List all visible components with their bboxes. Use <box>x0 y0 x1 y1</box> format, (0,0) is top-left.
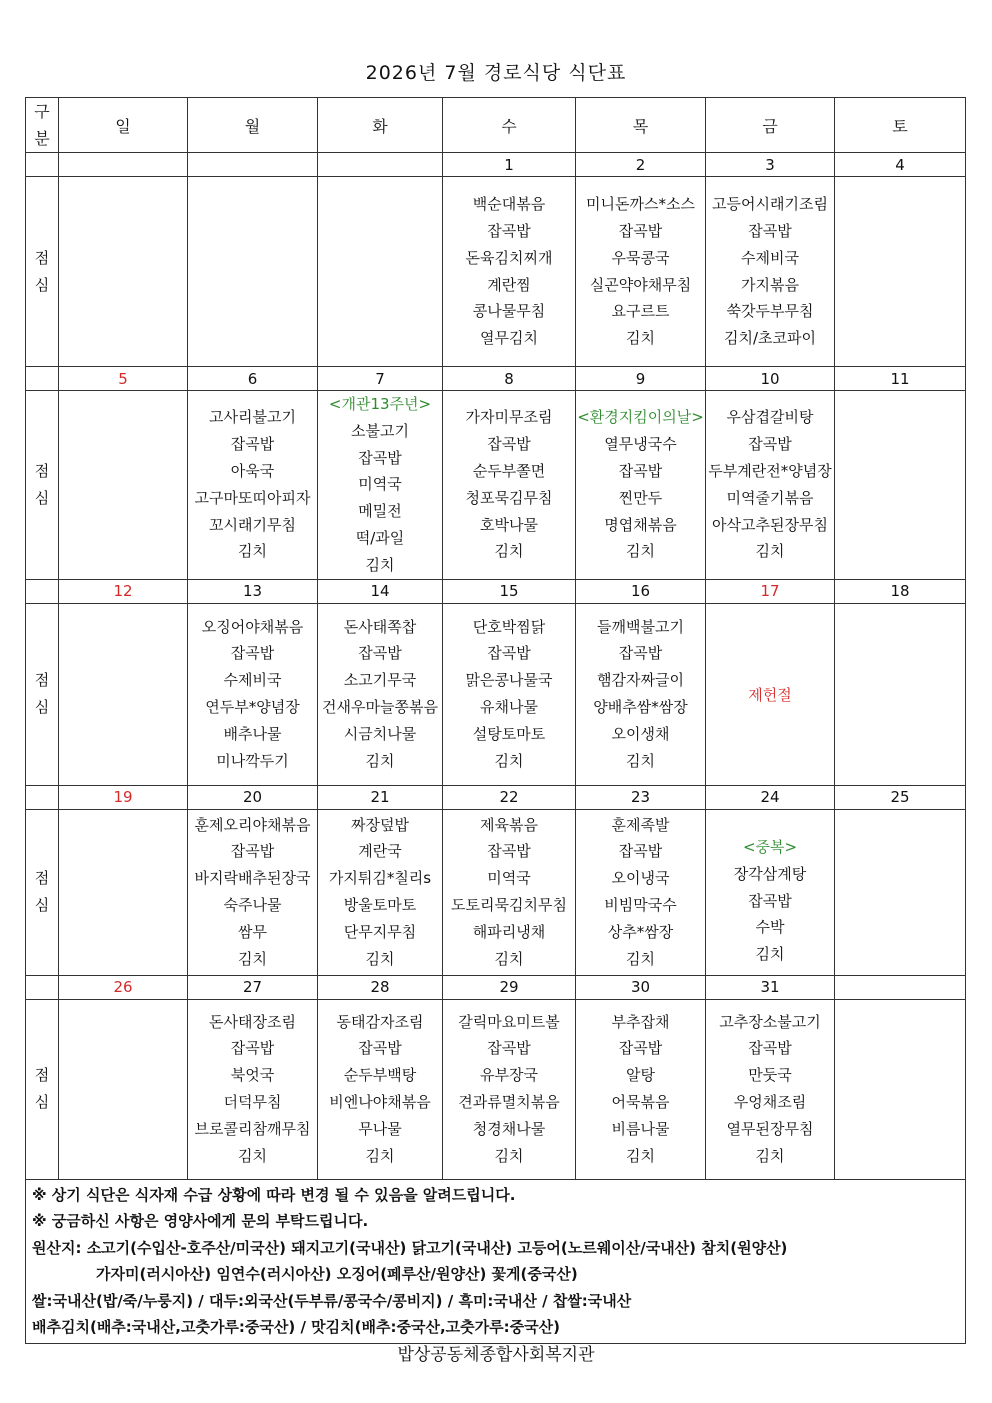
date-cell: 2 <box>576 153 706 177</box>
category-header: 구 분 <box>26 98 59 153</box>
menu-item: 잡곡밥 <box>358 644 402 663</box>
menu-item: 잡곡밥 <box>618 461 663 480</box>
page-title: 2026년 7월 경로식당 식단표 <box>365 62 627 84</box>
menu-item: 명엽채볶음 <box>604 515 677 534</box>
meal-row <box>26 603 966 785</box>
menu-cell <box>318 603 443 785</box>
menu-item: 김치 <box>494 751 524 770</box>
menu-cell <box>443 999 576 1179</box>
menu-cell <box>835 603 966 785</box>
menu-item: 장각삼계탕 <box>733 864 807 883</box>
menu-item: 김치 <box>626 1146 655 1165</box>
menu-item: 맑은콩나물국 <box>465 671 553 690</box>
day-header-wed: 수 <box>443 98 576 153</box>
date-cell: 16 <box>576 579 706 603</box>
menu-table <box>25 97 966 1344</box>
header-row <box>26 98 966 153</box>
menu-item: 김치 <box>238 1146 267 1165</box>
date-row-label <box>26 579 59 603</box>
menu-cell <box>835 999 966 1179</box>
menu-item: 부추잡채 <box>611 1012 670 1031</box>
menu-item: 호박나물 <box>480 515 538 534</box>
date-cell: 4 <box>835 153 966 177</box>
date-row-label <box>26 153 59 177</box>
meal-row <box>26 177 966 367</box>
menu-cell <box>835 391 966 580</box>
menu-cell <box>59 391 188 580</box>
menu-item: 잡곡밥 <box>618 644 663 663</box>
date-row <box>26 367 966 391</box>
menu-item: 알탕 <box>626 1066 655 1085</box>
date-row <box>26 785 966 809</box>
menu-item: 고등어시래기조림 <box>712 195 828 214</box>
menu-item: 쑥갓두부무침 <box>726 302 814 321</box>
menu-item: 비름나물 <box>611 1119 670 1138</box>
menu-item: 건새우마늘쫑볶음 <box>322 698 438 717</box>
menu-item: 김치 <box>626 751 655 770</box>
date-cell: 17 <box>706 579 835 603</box>
date-cell <box>318 153 443 177</box>
menu-item: 김치 <box>365 949 395 968</box>
menu-item: 상추*쌈장 <box>607 922 674 941</box>
menu-item: 배추나물 <box>223 724 282 743</box>
menu-item: 소불고기 <box>351 421 409 440</box>
menu-item: 잡곡밥 <box>748 891 792 910</box>
menu-item: 북엇국 <box>230 1066 275 1085</box>
menu-item: 제육볶음 <box>480 815 538 834</box>
menu-item: 순두부쫄면 <box>472 461 546 480</box>
menu-item: 훈제족발 <box>611 815 670 834</box>
day-header-mon: 월 <box>188 98 318 153</box>
day-header-sat: 토 <box>835 98 966 153</box>
menu-item: 백순대볶음 <box>472 195 546 214</box>
menu-item: 해파리냉채 <box>472 922 546 941</box>
date-cell: 6 <box>188 367 318 391</box>
menu-item: 잡곡밥 <box>618 1039 663 1058</box>
menu-item: 시금치나물 <box>343 724 417 743</box>
menu-item: 김치 <box>365 751 395 770</box>
meal-label: 점 심 <box>26 177 59 367</box>
holiday-label: 제헌절 <box>748 685 792 704</box>
menu-item: 김치 <box>755 1146 785 1165</box>
meal-label: 점 심 <box>26 391 59 580</box>
menu-item: 우엉채조림 <box>733 1093 807 1112</box>
menu-cell <box>706 999 835 1179</box>
date-cell: 24 <box>706 785 835 809</box>
menu-cell <box>318 391 443 580</box>
menu-item: 햄감자짜글이 <box>597 671 684 690</box>
menu-item: 양배추쌈*쌈장 <box>593 698 688 717</box>
menu-item: 가지볶음 <box>741 275 799 294</box>
event-label: <환경지킴이의날> <box>577 408 704 427</box>
date-row <box>26 153 966 177</box>
date-cell <box>835 975 966 999</box>
menu-item: 미역국 <box>487 869 531 888</box>
date-cell: 13 <box>188 579 318 603</box>
date-cell: 18 <box>835 579 966 603</box>
date-cell: 19 <box>59 785 188 809</box>
menu-item: 수제비국 <box>741 248 799 267</box>
date-cell: 30 <box>576 975 706 999</box>
date-cell: 5 <box>59 367 188 391</box>
menu-cell <box>706 809 835 975</box>
menu-cell <box>576 809 706 975</box>
menu-item: 가자미무조림 <box>465 408 553 427</box>
day-header-thu: 목 <box>576 98 706 153</box>
menu-item: 소고기무국 <box>343 671 417 690</box>
date-cell: 3 <box>706 153 835 177</box>
menu-cell <box>706 391 835 580</box>
menu-item: 더덕무침 <box>223 1093 282 1112</box>
menu-item: 고추장소불고기 <box>719 1012 821 1031</box>
menu-item: 찐만두 <box>618 488 663 507</box>
date-cell <box>59 153 188 177</box>
date-row <box>26 975 966 999</box>
menu-item: 김치 <box>755 945 785 964</box>
menu-item: 김치 <box>365 555 395 574</box>
menu-cell <box>706 603 835 785</box>
meal-row <box>26 391 966 580</box>
menu-item: 열무된장무침 <box>726 1119 814 1138</box>
date-cell: 21 <box>318 785 443 809</box>
meal-label: 점 심 <box>26 603 59 785</box>
date-cell: 28 <box>318 975 443 999</box>
meal-label: 점 심 <box>26 809 59 975</box>
menu-item: 어묵볶음 <box>611 1093 670 1112</box>
organization-name: 밥상공동체종합사회복지관 <box>397 1345 595 1365</box>
menu-item: 계란찜 <box>487 275 531 294</box>
menu-item: 두부계란전*양념장 <box>708 461 832 480</box>
menu-cell <box>443 809 576 975</box>
menu-item: 미나깍두기 <box>216 751 289 770</box>
menu-item: 유부장국 <box>480 1066 538 1085</box>
menu-item: 가지튀김*칠리s <box>328 869 432 888</box>
menu-item: 돈사태장조림 <box>209 1012 296 1031</box>
menu-item: 잡곡밥 <box>618 842 663 861</box>
menu-item: 오이생채 <box>611 724 670 743</box>
date-cell: 26 <box>59 975 188 999</box>
menu-item: 브로콜리참깨무침 <box>194 1119 311 1138</box>
menu-item: 열무냉국수 <box>604 435 677 454</box>
date-cell: 11 <box>835 367 966 391</box>
menu-item: 잡곡밥 <box>358 1039 402 1058</box>
date-cell <box>188 153 318 177</box>
menu-item: 잡곡밥 <box>230 1039 275 1058</box>
menu-item: 김치 <box>755 542 785 561</box>
menu-item: 우삼겹갈비탕 <box>726 408 814 427</box>
menu-item: 훈제오리야채볶음 <box>194 815 311 834</box>
menu-item: 오징어야채볶음 <box>201 617 304 636</box>
menu-item: 비빔막국수 <box>604 896 677 915</box>
menu-item: 김치 <box>238 949 267 968</box>
menu-item: 잡곡밥 <box>358 448 402 467</box>
menu-cell <box>443 177 576 367</box>
date-cell: 1 <box>443 153 576 177</box>
menu-item: 유채나물 <box>480 698 538 717</box>
menu-item: 잡곡밥 <box>748 435 792 454</box>
menu-item: 짜장덮밥 <box>351 815 409 834</box>
menu-cell <box>576 177 706 367</box>
menu-item: 고구마또띠아피자 <box>194 488 311 507</box>
date-cell: 8 <box>443 367 576 391</box>
menu-item: 잡곡밥 <box>618 221 663 240</box>
date-row-label <box>26 367 59 391</box>
meal-row <box>26 999 966 1179</box>
date-cell: 20 <box>188 785 318 809</box>
menu-cell <box>835 177 966 367</box>
menu-item: 순두부백탕 <box>343 1066 417 1085</box>
menu-item: 쌈무 <box>238 922 267 941</box>
menu-item: 수제비국 <box>223 671 282 690</box>
date-row-label <box>26 975 59 999</box>
menu-item: 김치 <box>238 542 267 561</box>
weeks-body <box>26 153 966 1180</box>
menu-item: 잡곡밥 <box>230 842 275 861</box>
menu-cell <box>59 177 188 367</box>
menu-item: 청경채나물 <box>472 1119 546 1138</box>
date-cell: 29 <box>443 975 576 999</box>
menu-cell <box>706 177 835 367</box>
date-cell: 7 <box>318 367 443 391</box>
menu-item: 수박 <box>755 918 785 937</box>
event-label: <중복> <box>742 838 798 857</box>
note-line: ※ 상기 식단은 식자재 수급 상황에 따라 변경 될 수 있음을 알려드립니다. <box>32 1185 516 1204</box>
menu-item: 김치/초코파이 <box>724 329 816 348</box>
menu-item: 들깨백불고기 <box>597 617 684 636</box>
menu-item: 도토리묵김치무침 <box>451 896 567 915</box>
menu-item: 우묵콩국 <box>611 248 670 267</box>
menu-item: 청포묵김무침 <box>465 488 553 507</box>
menu-item: 잡곡밥 <box>487 644 531 663</box>
meal-row <box>26 809 966 975</box>
menu-item: 잡곡밥 <box>487 435 531 454</box>
menu-item: 실곤약야채무침 <box>589 275 692 294</box>
menu-item: 동태감자조림 <box>336 1012 424 1031</box>
menu-item: 연두부*양념장 <box>205 698 300 717</box>
menu-cell <box>59 809 188 975</box>
date-cell: 23 <box>576 785 706 809</box>
menu-item: 메밀전 <box>358 502 402 521</box>
menu-item: 잡곡밥 <box>230 435 275 454</box>
date-cell: 12 <box>59 579 188 603</box>
menu-item: 콩나물무침 <box>472 302 546 321</box>
menu-item: 단무지무침 <box>343 922 417 941</box>
menu-item: 잡곡밥 <box>487 1039 531 1058</box>
menu-cell <box>188 603 318 785</box>
day-header-sun: 일 <box>59 98 188 153</box>
menu-item: 무나물 <box>358 1119 402 1138</box>
date-cell: 25 <box>835 785 966 809</box>
menu-item: 아욱국 <box>230 461 275 480</box>
menu-item: 떡/과일 <box>355 528 405 547</box>
menu-item: 김치 <box>626 949 655 968</box>
meal-label: 점 심 <box>26 999 59 1179</box>
menu-cell <box>576 999 706 1179</box>
menu-item: 돈육김치찌개 <box>465 248 553 267</box>
menu-cell <box>576 603 706 785</box>
date-cell: 10 <box>706 367 835 391</box>
menu-item: 꼬시래기무침 <box>209 515 296 534</box>
menu-cell <box>188 391 318 580</box>
menu-cell <box>318 999 443 1179</box>
menu-item: 설탕토마토 <box>472 724 546 743</box>
menu-item: 바지락배추된장국 <box>194 869 311 888</box>
origin-line: 배추김치(배추:국내산,고춧가루:중국산) / 맛김치(배추:중국산,고춧가루:중국산) <box>32 1318 560 1337</box>
menu-cell <box>188 177 318 367</box>
menu-cell <box>59 999 188 1179</box>
notes-row <box>26 1179 966 1343</box>
menu-item: 잡곡밥 <box>230 644 275 663</box>
menu-item: 고사리불고기 <box>209 408 296 427</box>
event-label: <개관13주년> <box>328 395 432 413</box>
origin-line: 원산지: 소고기(수입산-호주산/미국산) 돼지고기(국내산) 닭고기(국내산) 고등어(노르웨이산/국내산) 참치(원양산) <box>32 1238 788 1257</box>
menu-item: 잡곡밥 <box>487 842 531 861</box>
menu-item: 숙주나물 <box>223 896 282 915</box>
date-cell: 22 <box>443 785 576 809</box>
date-cell: 27 <box>188 975 318 999</box>
day-header-tue: 화 <box>318 98 443 153</box>
menu-item: 김치 <box>494 949 524 968</box>
date-row <box>26 579 966 603</box>
menu-item: 미역국 <box>358 475 402 494</box>
menu-item: 비엔나야채볶음 <box>329 1093 431 1112</box>
menu-item: 잡곡밥 <box>748 1039 792 1058</box>
menu-item: 잡곡밥 <box>748 221 792 240</box>
menu-item: 김치 <box>626 329 655 348</box>
menu-item: 방울토마토 <box>343 896 417 915</box>
menu-cell <box>318 809 443 975</box>
menu-cell <box>443 391 576 580</box>
origin-line: 쌀:국내산(밥/죽/누룽지) / 대두:외국산(두부류/콩국수/콩비지) / 흑미:국내산 / 찹쌀:국내산 <box>32 1291 632 1310</box>
menu-item: 오이냉국 <box>611 869 670 888</box>
date-cell: 31 <box>706 975 835 999</box>
menu-item: 김치 <box>365 1146 395 1165</box>
menu-item: 열무김치 <box>480 329 538 348</box>
menu-item: 견과류멸치볶음 <box>458 1093 560 1112</box>
date-cell: 9 <box>576 367 706 391</box>
menu-item: 김치 <box>626 542 655 561</box>
menu-item: 단호박찜닭 <box>472 617 546 636</box>
menu-item: 요구르트 <box>611 302 670 321</box>
date-cell: 15 <box>443 579 576 603</box>
menu-item: 미니돈까스*소스 <box>586 195 695 214</box>
menu-cell <box>576 391 706 580</box>
menu-item: 만둣국 <box>748 1066 792 1085</box>
menu-item: 김치 <box>494 542 524 561</box>
menu-item: 미역줄기볶음 <box>726 488 814 507</box>
menu-cell <box>188 809 318 975</box>
menu-item: 김치 <box>494 1146 524 1165</box>
menu-item: 아삭고추된장무침 <box>712 515 828 534</box>
menu-cell <box>188 999 318 1179</box>
day-header-fri: 금 <box>706 98 835 153</box>
menu-item: 갈릭마요미트볼 <box>458 1012 560 1031</box>
origin-line: 가자미(러시아산) 임연수(러시아산) 오징어(페루산/원양산) 꽃게(중국산) <box>96 1265 578 1284</box>
menu-cell <box>443 603 576 785</box>
menu-cell <box>318 177 443 367</box>
menu-item: 잡곡밥 <box>487 221 531 240</box>
note-line: ※ 궁금하신 사항은 영양사에게 문의 부탁드립니다. <box>32 1212 369 1231</box>
menu-cell <box>835 809 966 975</box>
notes-block <box>26 1179 966 1343</box>
menu-cell <box>59 603 188 785</box>
menu-item: 돈사태쪽찹 <box>343 617 417 636</box>
date-row-label <box>26 785 59 809</box>
date-cell: 14 <box>318 579 443 603</box>
menu-item: 계란국 <box>358 842 402 861</box>
